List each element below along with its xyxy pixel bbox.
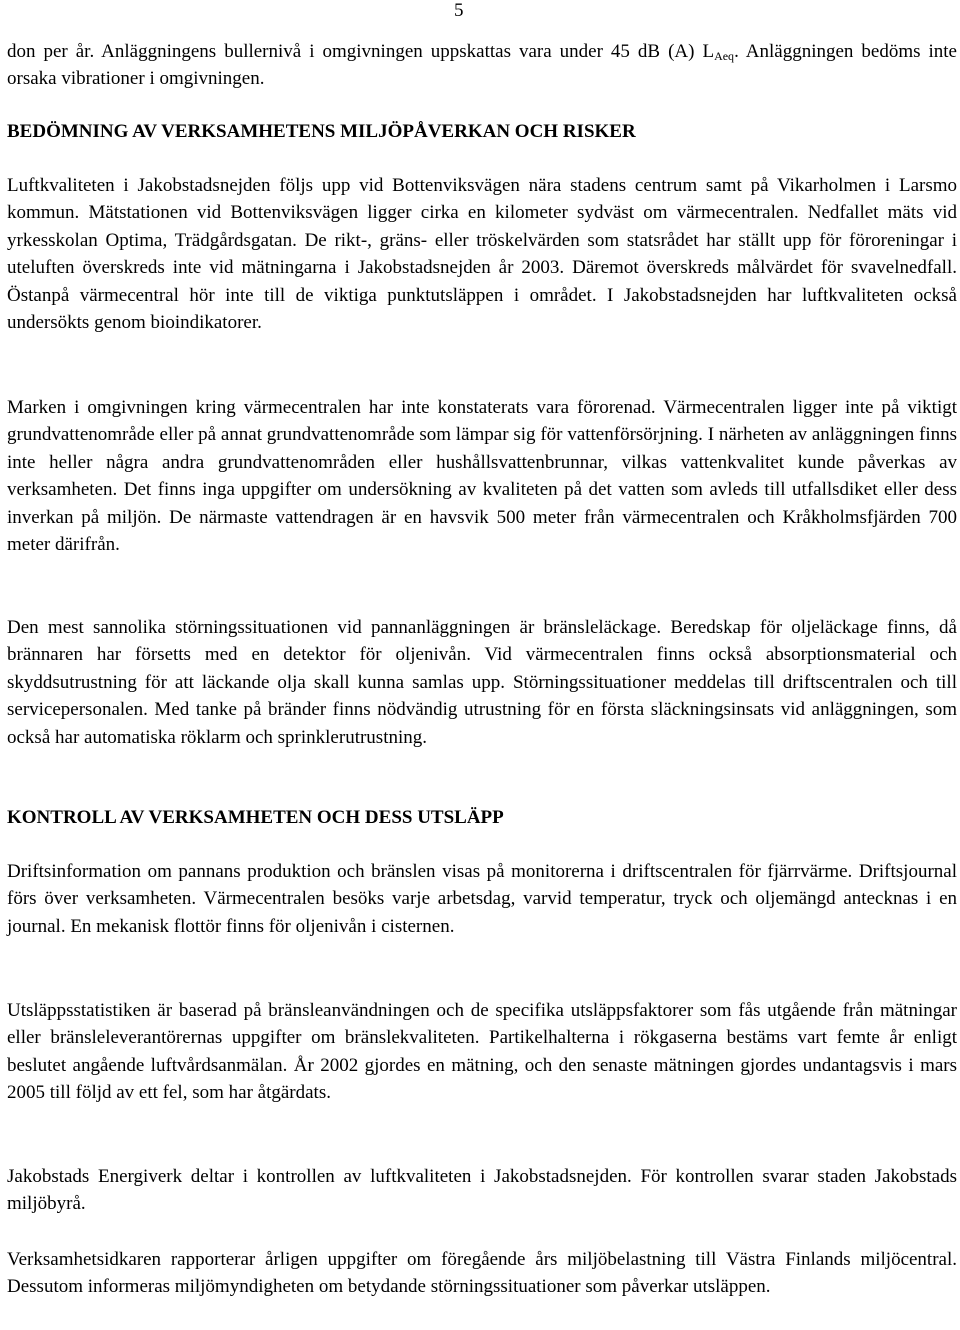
intro-text-after-subscript: . Anläggningen bedöms inte orsaka vibrationer i omgivningen. (7, 41, 957, 90)
section2-paragraph-1: Driftsinformation om pannans produktion och bränslen visas på monitorerna i driftscentralen för fjärrvärme. Driftsjournal förs över verksamheten. Värmecentralen besöks varje arbetsdag, varvid temperatur, tryck och oljemängd antecknas i en journal. En mekanisk flottör finns för oljenivån i cisternen. (7, 861, 957, 937)
section1-paragraph-2: Marken i omgivningen kring värmecentralen har inte konstaterats vara förorenad. Värmecentralen ligger inte på viktigt grundvattenområde eller på annat grundvattenområde som lämpar sig för vattenförsörjning. I närheten av anläggningen finns inte heller några andra grundvattenområden eller hushållsvattenbrunnar, vilkas vattenkvalitet kunde påverkas av verksamheten. Det finns inga uppgifter om undersökning av kvaliteten på det vatten som avleds till utfallsdiket eller dess inverkan på miljön. De närmaste vattendragen är en havsvik 500 meter från värmecentralen och Kråkholmsfjärden 700 meter därifrån. (7, 397, 957, 556)
section1-paragraph-1: Luftkvaliteten i Jakobstadsnejden följs upp vid Bottenviksvägen nära stadens centrum samt på Vikarholmen i Larsmo kommun. Mätstationen vid Bottenviksvägen ligger cirka en kilometer sydväst om värmecentralen. Nedfallet mäts vid yrkesskolan Optima, Trädgårdsgatan. De rikt-, gräns- eller tröskelvärden som statsrådet har ställt upp för föroreningar i uteluften överskreds inte vid mätningarna i Jakobstadsnejden år 2003. Däremot överskreds målvärdet för svavelnedfall. Östanpå värmecentral hör inte till de viktiga punktutsläppen i området. I Jakobstadsnejden har luftkvaliteten också undersökts genom bioindikatorer. (7, 175, 957, 334)
section2-paragraph-2: Utsläppsstatistiken är baserad på bränsleanvändningen och de specifika utsläppsfaktorer som fås utgående från mätningar eller bränsleleverantörernas uppgifter om bränslekvaliteten. Partikelhalterna i rökgaserna bestäms vart femte år enligt beslutet angående luftvårdsanmälan. År 2002 gjordes en mätning, och den senaste mätningen gjordes undantagsvis i mars 2005 till följd av ett fel, som har åtgärdats. (7, 1000, 957, 1104)
section2-paragraph-4: Verksamhetsidkaren rapporterar årligen uppgifter om föregående års miljöbelastning till Västra Finlands miljöcentral. Dessutom informeras miljömyndigheten om betydande störningssituationer som påverkar utsläppen. (7, 1249, 957, 1298)
page-number: 5 (454, 0, 464, 21)
section1-paragraph-3: Den mest sannolika störningssituationen vid pannanläggningen är bränsleläckage. Beredskap för oljeläckage finns, då brännaren har försetts med en detektor för oljenivån. Vid värmecentralen finns också absorptionsmaterial och skyddsutrustning för att läckande olja skall kunna samlas upp. Störningssituationer meddelas till driftscentralen och till servicepersonalen. Med tanke på bränder finns nödvändig utrustning för en första släckningsinsats vid anläggningen, som också har automatiska röklarm och sprinklerutrustning. (7, 617, 957, 748)
intro-subscript: Aeq (714, 49, 735, 63)
section2-paragraph-3: Jakobstads Energiverk deltar i kontrollen av luftkvaliteten i Jakobstadsnejden. För kontrollen svarar staden Jakobstads miljöbyrå. (7, 1166, 957, 1215)
section1-heading: BEDÖMNING AV VERKSAMHETENS MILJÖPÅVERKAN OCH RISKER (7, 121, 636, 142)
intro-text-before-subscript: don per år. Anläggningens bullernivå i omgivningen uppskattas vara under 45 dB (A) L (7, 41, 715, 62)
intro-paragraph (7, 38, 957, 93)
section2-heading: KONTROLL AV VERKSAMHETEN OCH DESS UTSLÄPP (7, 807, 504, 828)
